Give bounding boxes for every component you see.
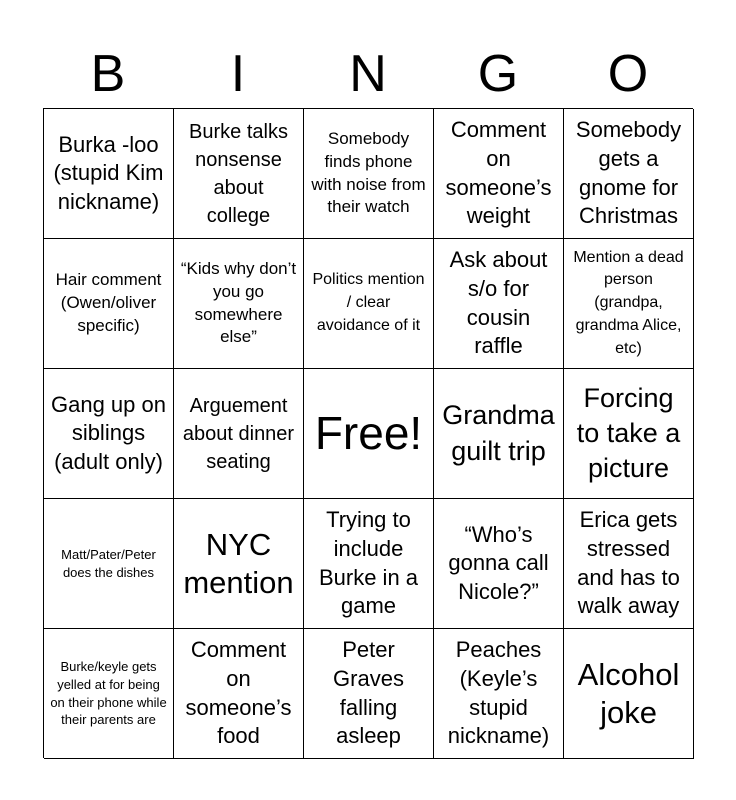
bingo-cell[interactable] [564,629,694,759]
cell-text: Somebody finds phone with noise from their watch [311,128,426,217]
bingo-cell[interactable] [304,109,434,239]
bingo-cell[interactable] [44,109,174,239]
bingo-cell[interactable] [44,239,174,369]
bingo-cell[interactable] [304,499,434,629]
bingo-cell[interactable] [564,369,694,499]
bingo-cell[interactable] [174,239,304,369]
cell-text: NYC mention [183,527,294,600]
bingo-cell[interactable] [174,629,304,759]
cell-text: Alcohol joke [577,657,680,730]
bingo-cell[interactable] [304,629,434,759]
cell-text: Comment on someone’s food [185,637,292,749]
cell-text: Ask about s/o for cousin raffle [449,247,548,359]
bingo-cell[interactable] [434,109,564,239]
bingo-cell[interactable] [174,369,304,499]
header-letter-n: N [349,45,387,103]
cell-text: Gang up on siblings (adult only) [51,391,166,474]
cell-text: Erica gets stressed and has to walk away [577,507,680,619]
cell-text: Arguement about dinner seating [182,394,295,473]
bingo-cell[interactable] [564,499,694,629]
cell-text: Burke/keyle gets yelled at for being on their phone while their parents are [50,659,167,728]
cell-text: Peter Graves falling asleep [333,637,404,749]
cell-text: Forcing to take a picture [576,382,681,484]
bingo-cell[interactable] [174,109,304,239]
bingo-cell[interactable] [434,369,564,499]
bingo-cell[interactable] [44,499,174,629]
bingo-cell[interactable] [44,629,174,759]
cell-text: Trying to include Burke in a game [318,507,419,619]
free-space-text: Free! [314,407,423,460]
header-letter-i: I [230,45,246,103]
cell-text: Grandma guilt trip [442,400,555,466]
cell-text: Matt/Pater/Peter does the dishes [61,546,156,580]
cell-text: Mention a dead person (grandpa, grandma Alice, etc) [573,248,684,357]
bingo-cell[interactable] [434,629,564,759]
bingo-cell[interactable] [564,109,694,239]
cell-text: Burke talks nonsense about college [189,120,288,227]
bingo-header [43,40,693,108]
cell-text: “Kids why don’t you go somewhere else” [180,258,297,347]
cell-text: Politics mention / clear avoidance of it [312,271,425,334]
free-space-cell[interactable] [304,369,434,499]
cell-text: “Who’s gonna call Nicole?” [448,521,549,604]
bingo-cell[interactable] [434,239,564,369]
bingo-cell[interactable] [304,239,434,369]
cell-text: Burka -loo (stupid Kim nickname) [53,131,164,214]
bingo-cell[interactable] [564,239,694,369]
header-letter-g: G [477,45,519,103]
cell-text: Comment on someone’s weight [445,117,552,229]
cell-text: Somebody gets a gnome for Christmas [575,117,682,229]
header-letter-o: O [607,45,649,103]
bingo-cell[interactable] [174,499,304,629]
cell-text: Hair comment (Owen/oliver specific) [55,270,162,335]
bingo-cell[interactable] [434,499,564,629]
bingo-cell[interactable] [44,369,174,499]
header-letter-b: B [90,45,126,103]
bingo-board [43,108,693,758]
cell-text: Peaches (Keyle’s stupid nickname) [447,637,550,749]
